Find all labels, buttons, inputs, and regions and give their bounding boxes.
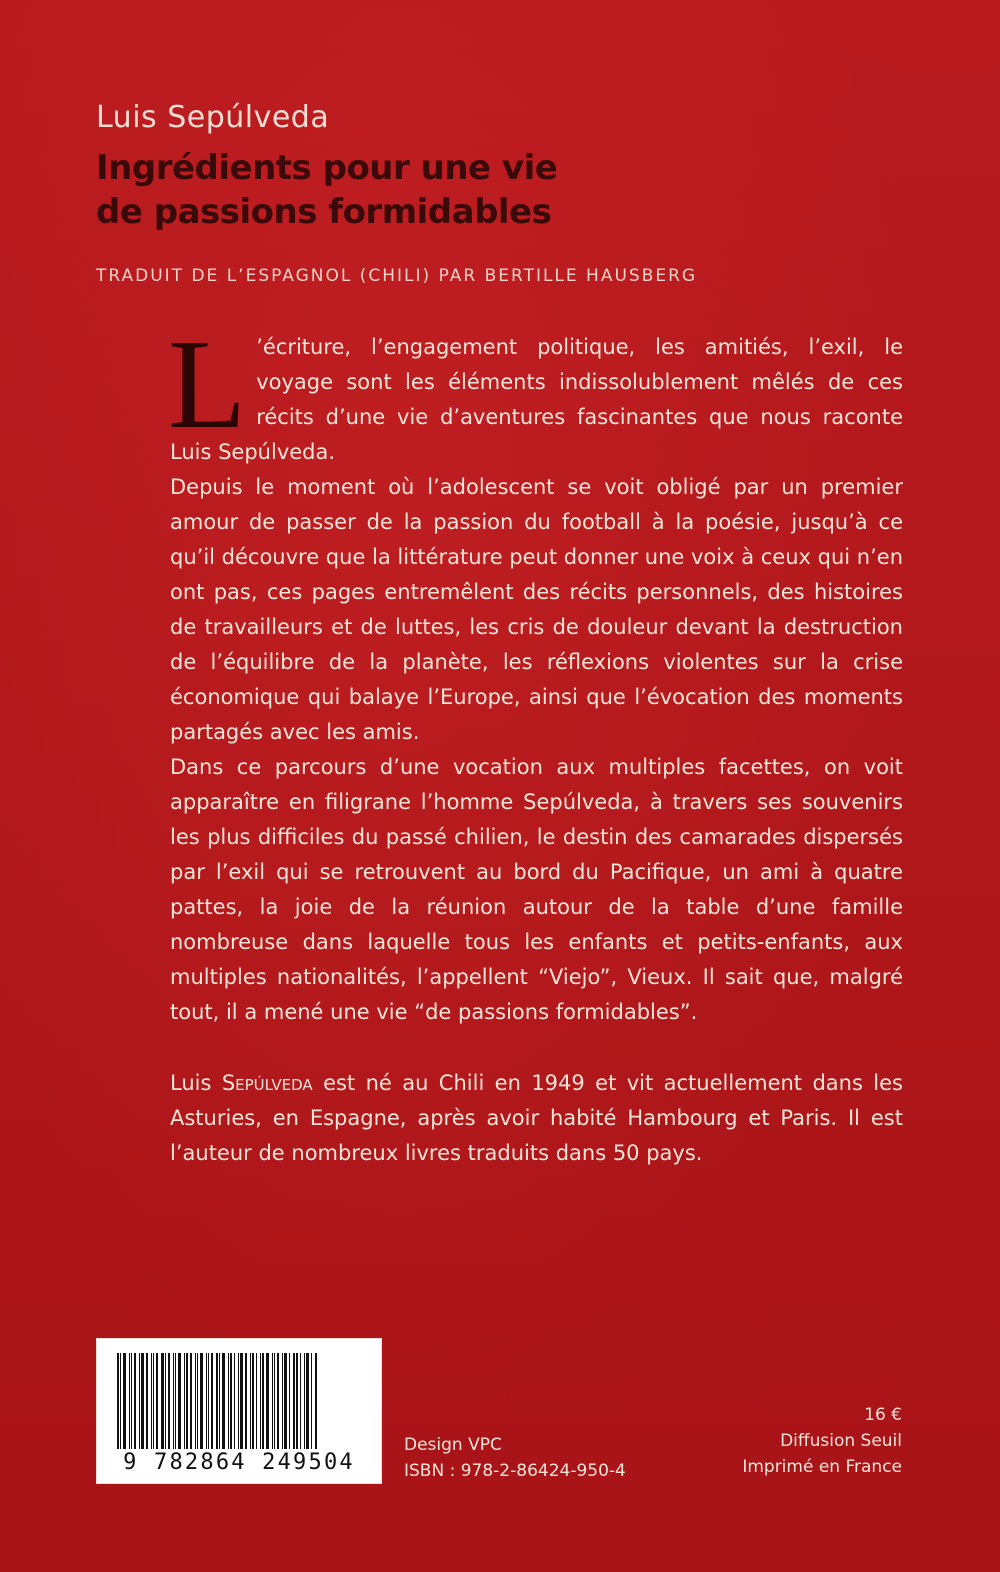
barcode-bar <box>272 1353 273 1449</box>
printed-in: Imprimé en France <box>742 1457 902 1477</box>
distribution: Diffusion Seuil <box>780 1431 902 1451</box>
price: 16 € <box>864 1405 902 1425</box>
barcode-bar <box>120 1353 121 1449</box>
book-title-line-2: de passions formidables <box>96 192 552 232</box>
barcode-bar <box>219 1353 220 1449</box>
isbn: ISBN : 978-2-86424-950-4 <box>404 1461 626 1481</box>
bio-text: est né au Chili en 1949 et vit actuellement dans les Asturies, en Espagne, après avoir habité Hambourg et Paris. Il est l’auteur de nombreux livres traduits dans 50 pays. <box>170 1071 903 1165</box>
barcode-bar <box>134 1353 136 1449</box>
barcode-bar <box>266 1353 269 1449</box>
barcode-number: 9 782864 249504 <box>123 1450 355 1475</box>
barcode-bar <box>195 1353 196 1449</box>
design-credit: Design VPC <box>404 1435 502 1455</box>
barcode-bar <box>146 1353 148 1449</box>
barcode-bars <box>117 1353 367 1449</box>
barcode-bar <box>131 1353 132 1449</box>
bio-first-name: Luis <box>170 1071 222 1095</box>
drop-cap: L <box>168 313 247 455</box>
barcode-bar <box>139 1353 140 1449</box>
barcode-bar <box>197 1353 198 1449</box>
book-title-line-1: Ingrédients pour une vie <box>96 148 558 188</box>
barcode-bar <box>304 1353 305 1449</box>
barcode-bar <box>289 1353 290 1449</box>
barcode-bar <box>230 1353 232 1449</box>
barcode-bar <box>184 1353 185 1449</box>
summary-paragraph-1-text: ’écriture, l’engagement politique, les amitiés, l’exil, le voyage sont les éléments indissolublement mêlés de ces récits d’une vie d’aventures fascinantes que nous raconte Luis Sepúlveda. <box>170 335 903 464</box>
summary-paragraph-2: Depuis le moment où l’adolescent se voit obligé par un premier amour de passer de la passion du football à la poésie, jusqu’à ce qu’il découvre que la littérature peut donner une voix à ceux qui n’en ont pas, ces pages entremêlent des récits personnels, des histoires de travailleurs et de luttes, les cris de douleur devant la destruction de l’équilibre de la planète, les réflexions violentes sur la crise économique qui balaye l’Europe, ainsi que l’évocation des moments partagés avec les amis. <box>170 475 904 744</box>
barcode-bar <box>178 1353 181 1449</box>
barcode-bar <box>234 1353 235 1449</box>
summary-paragraph-3: Dans ce parcours d’une vocation aux multiples facettes, on voit apparaître en filigrane l’homme Sepúlveda, à travers ses souvenirs les plus difficiles du passé chilien, le destin des camarades dispersés par l’exil qui se retrouvent au bord du Pacifique, un ami à quatre pattes, la joie de la réunion autour de la table d’une famille nombreuse dans laquelle tous les enfants et petits-enfants, aux multiples nationalités, l’appellent “Viejo”, Vieux. Il sait que, malgré tout, il a mené une vie “de passions formidables”. <box>170 755 903 1024</box>
summary-text <box>168 313 904 1171</box>
barcode-bar <box>165 1353 166 1449</box>
barcode-bar <box>216 1353 218 1449</box>
barcode-bar <box>156 1353 158 1449</box>
barcode-bar <box>282 1353 283 1449</box>
barcode <box>96 1338 382 1484</box>
barcode-bar <box>151 1353 152 1449</box>
author-name: Luis Sepúlveda <box>96 100 330 135</box>
barcode-bar <box>252 1353 254 1449</box>
barcode-bar <box>250 1353 251 1449</box>
barcode-bar <box>260 1353 261 1449</box>
barcode-bar <box>296 1353 298 1449</box>
barcode-bar <box>173 1353 174 1449</box>
barcode-bar <box>284 1353 287 1449</box>
barcode-bar <box>311 1353 312 1449</box>
barcode-bar <box>245 1353 247 1449</box>
barcode-bar <box>306 1353 309 1449</box>
barcode-bar <box>293 1353 295 1449</box>
barcode-bar <box>117 1353 119 1449</box>
price-info <box>742 1402 902 1480</box>
book-title <box>96 146 696 234</box>
barcode-bar <box>315 1353 317 1449</box>
publisher-credits <box>404 1432 626 1484</box>
barcode-bar <box>190 1353 192 1449</box>
barcode-bar <box>206 1353 207 1449</box>
barcode-bar <box>175 1353 176 1449</box>
bio-last-name: Sepúlveda <box>221 1071 313 1095</box>
barcode-bar <box>129 1353 130 1449</box>
barcode-bar <box>256 1353 257 1449</box>
barcode-bar <box>274 1353 275 1449</box>
translator-credit: TRADUIT DE L’ESPAGNOL (CHILI) PAR BERTILLE HAUSBERG <box>96 266 698 286</box>
barcode-bar <box>200 1353 203 1449</box>
barcode-bar <box>277 1353 279 1449</box>
summary-paragraph-1 <box>168 313 903 470</box>
barcode-bar <box>161 1353 164 1449</box>
author-bio <box>170 1066 903 1171</box>
barcode-bar <box>168 1353 170 1449</box>
barcode-bar <box>153 1353 154 1449</box>
barcode-bar <box>222 1353 225 1449</box>
barcode-bar <box>123 1353 126 1449</box>
barcode-bar <box>228 1353 229 1449</box>
barcode-bar <box>238 1353 239 1449</box>
barcode-bar <box>262 1353 264 1449</box>
barcode-bar <box>208 1353 209 1449</box>
barcode-bar <box>211 1353 213 1449</box>
barcode-bar <box>186 1353 188 1449</box>
barcode-bar <box>141 1353 144 1449</box>
barcode-bar <box>240 1353 243 1449</box>
barcode-bar <box>300 1353 301 1449</box>
